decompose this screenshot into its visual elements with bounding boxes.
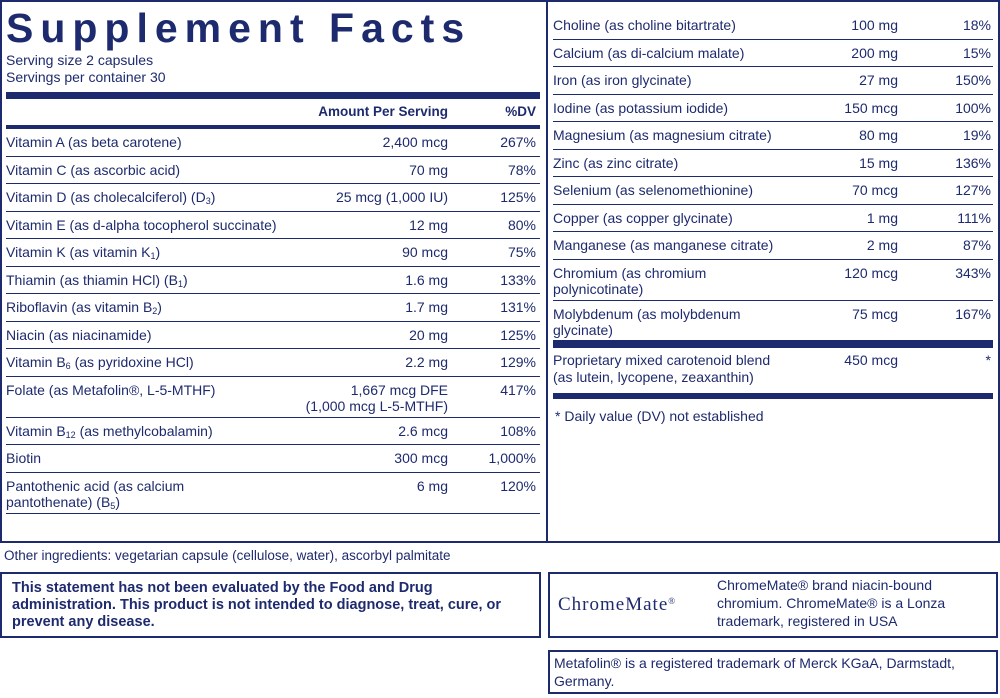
nutrient-row [6,473,540,514]
nutrient-amount [844,100,898,116]
nutrient-row [6,129,540,157]
nutrient-amount-text: 300 mcg [394,450,448,466]
subscript: 2 [152,306,158,316]
nutrient-row [553,260,993,301]
nutrient-name-text: Vitamin B [6,422,66,439]
nutrient-row [553,95,993,123]
nutrient-dv: 417% [500,381,536,398]
nutrient-amount-text: 27 mg [859,72,898,88]
nutrient-amount [859,72,898,88]
nutrient-amount-text: 90 mcg [402,244,448,260]
nutrient-amount-text: 120 mcg [844,264,898,281]
nutrient-amount-text: 20 mg [409,326,448,343]
proprietary-blend-row [553,352,993,398]
nutrient-amount [398,423,448,439]
nutrient-name-text: Riboflavin (as vitamin B [6,299,153,315]
nutrient-dv: 133% [500,271,536,288]
bottom-rule [553,393,993,399]
nutrient-row [6,377,540,418]
subscript: 1 [150,251,156,261]
nutrient-name-line-2: glycinate) [553,321,613,338]
nutrient-dv: 167% [955,305,991,322]
nutrient-row [553,40,993,68]
nutrient-row [553,177,993,205]
nutrient-row [6,267,540,295]
nutrient-name [6,354,194,370]
nutrient-name [553,182,753,198]
chromemate-text: ChromeMate® brand niacin-bound chromium. ChromeMate® is a Lonza trademark, registered in USA [717,577,946,629]
nutrient-amount-text: 15 mg [859,154,898,171]
nutrient-row [6,212,540,240]
nutrient-row [553,232,993,260]
nutrient-amount-text: 80 mg [859,127,898,143]
nutrient-name [6,272,188,288]
nutrient-row [6,184,540,212]
nutrient-name-line-1: Pantothenic acid (as calcium [6,477,185,494]
nutrient-amount [859,155,898,171]
nutrient-amount [394,450,448,466]
nutrient-name [6,217,277,233]
amount-header: Amount Per Serving [318,104,448,119]
nutrient-amount [859,127,898,143]
nutrient-name-text: Vitamin A (as beta carotene) [6,134,182,150]
nutrient-amount [409,217,448,233]
nutrient-amount-text: 2,400 mcg [382,134,448,150]
nutrient-name-text: Calcium (as di-calcium malate) [553,44,745,61]
nutrient-amount [306,382,448,414]
nutrient-amount-text: 1,667 mcg DFE [350,381,448,398]
nutrient-dv: 131% [500,299,536,315]
nutrient-row [6,322,540,350]
nutrient-name [6,134,182,150]
nutrient-name-tail: ) [182,271,188,288]
nutrient-name [553,127,772,143]
nutrient-name-text: Zinc (as zinc citrate) [553,154,679,171]
nutrient-dv: 127% [955,182,991,198]
facts-right-column [553,12,993,424]
nutrient-amount-text: 70 mcg [852,182,898,198]
subscript: 6 [65,361,71,371]
nutrient-name [6,478,184,510]
column-divider [546,0,548,543]
nutrient-dv: 125% [500,326,536,343]
nutrient-amount [405,354,448,370]
nutrient-name-tail: ) [115,493,120,510]
nutrient-amount-text: 150 mcg [844,99,898,116]
nutrient-amount-text: 2.2 mg [405,354,448,370]
nutrient-row [553,150,993,178]
facts-left-column [6,5,540,514]
nutrient-dv: 15% [962,44,991,61]
nutrient-name-tail: ) [210,189,216,205]
left-nutrient-list [6,129,540,514]
nutrient-amount-text: 1.6 mg [405,271,448,288]
nutrient-dv: 120% [500,477,536,494]
nutrient-amount [405,299,448,315]
metafolin-box: Metafolin® is a registered trademark of Merck KGaA, Darmstadt, Germany. [548,650,998,694]
nutrient-row [553,122,993,150]
nutrient-amount [852,306,898,322]
nutrient-row [6,349,540,377]
nutrient-name-tail: (as methylcobalamin) [75,422,213,439]
nutrient-name-text: Vitamin C (as ascorbic acid) [6,161,181,178]
nutrient-name-text: Iodine (as potassium iodide) [553,99,729,116]
nutrient-name-text: Thiamin (as thiamin HCl) (B [6,271,178,288]
nutrient-name [553,45,744,61]
column-header [6,99,540,125]
subscript: 1 [177,278,183,289]
nutrient-name-text: Choline (as choline bitartrate) [553,17,736,33]
proprietary-rule [553,340,993,348]
subscript: 3 [205,196,211,206]
nutrient-dv: 129% [500,354,536,370]
nutrient-dv: 267% [500,134,536,150]
nutrient-name [553,265,706,297]
nutrient-dv: 136% [955,154,991,171]
nutrient-amount-text: 1 mg [866,209,898,226]
nutrient-name-line-2: pantothenate) (B [6,493,111,510]
nutrient-name-text: Vitamin D (as cholecalciferol) (D [6,189,206,205]
nutrient-row [553,205,993,233]
subscript: 5 [110,500,116,511]
nutrient-name-text: Niacin (as niacinamide) [6,326,152,343]
nutrient-name-text: Selenium (as selenomethionine) [553,182,753,198]
nutrient-amount [402,244,448,260]
servings-per-container: Servings per container 30 [6,69,166,85]
nutrient-dv: 108% [500,422,536,439]
nutrient-name-tail: (as pyridoxine HCl) [70,354,194,370]
fda-statement: This statement has not been evaluated by the Food and Drug administration. This product is not intended to diagnose, treat, cure, or prevent any disease. [0,572,541,638]
nutrient-name-text: Folate (as Metafolin®, L-5-MTHF) [6,381,216,398]
nutrient-amount [417,478,448,494]
other-ingredients: Other ingredients: vegetarian capsule (cellulose, water), ascorbyl palmitate [4,548,451,563]
nutrient-amount-text: 2.6 mcg [398,422,448,439]
chromemate-logo [558,594,676,616]
nutrient-amount-text: 25 mcg (1,000 IU) [335,189,448,205]
nutrient-name [553,210,733,226]
nutrient-dv: 100% [955,99,991,116]
nutrient-name-text: Vitamin E (as d-alpha tocopherol succinate) [6,216,277,233]
chromemate-logo-text: ChromeMate [558,594,669,615]
nutrient-name-text: Vitamin K (as vitamin K [6,244,151,260]
nutrient-amount-text: 2 mg [866,237,898,253]
nutrient-name-text: Iron (as iron glycinate) [553,72,692,88]
nutrient-name-text: Vitamin B [6,354,66,370]
proprietary-name-2: (as lutein, lycopene, zeaxanthin) [553,369,754,385]
nutrient-amount-text: 1.7 mg [405,299,448,315]
nutrient-name-text: Biotin [6,450,42,466]
nutrient-amount [844,265,898,281]
nutrient-row [553,301,993,342]
nutrient-dv: 80% [507,216,536,233]
nutrient-dv: 18% [962,17,991,33]
nutrient-row [553,12,993,40]
nutrient-row [6,418,540,446]
nutrient-amount [867,237,898,253]
dv-header: %DV [505,104,536,119]
nutrient-name-line-1: Molybdenum (as molybdenum [553,305,741,322]
nutrient-dv: 125% [500,189,536,205]
nutrient-amount [409,327,448,343]
nutrient-name-line-1: Chromium (as chromium [553,264,707,281]
chromemate-box [548,572,998,638]
nutrient-dv: 343% [955,264,991,281]
proprietary-amount: 450 mcg [844,352,898,368]
nutrient-amount-text: 75 mcg [852,305,898,322]
nutrient-amount-text: 6 mg [416,477,448,494]
proprietary-name: Proprietary mixed carotenoid blend [553,352,771,368]
nutrient-amount-text: 70 mg [409,161,448,178]
nutrient-name [553,72,692,88]
nutrient-name [553,237,773,253]
nutrient-amount [336,189,448,205]
nutrient-name [6,423,213,439]
nutrient-amount [409,162,448,178]
nutrient-name [6,382,215,398]
nutrient-name [553,100,728,116]
nutrient-amount [852,182,898,198]
thick-rule [6,92,540,99]
nutrient-row [6,157,540,185]
proprietary-dv: * [985,352,991,368]
nutrient-name-line-2: polynicotinate) [553,280,644,297]
serving-size: Serving size 2 capsules [6,52,154,68]
facts-title: Supplement Facts [6,5,472,51]
nutrient-amount [383,134,448,150]
right-nutrient-list [553,12,993,342]
nutrient-amount-text: 12 mg [409,216,448,233]
nutrient-row [6,445,540,473]
nutrient-name [6,244,160,260]
nutrient-name [553,306,741,338]
nutrient-name-text: Copper (as copper glycinate) [553,209,733,226]
nutrient-name [6,162,180,178]
dv-note: * Daily value (DV) not established [555,408,764,424]
nutrient-amount [867,210,898,226]
nutrient-name-tail: ) [155,244,161,260]
nutrient-amount-text: 100 mg [851,17,898,33]
nutrient-name [553,155,678,171]
nutrient-dv: 87% [962,237,991,253]
nutrient-dv: 111% [957,209,991,226]
nutrient-row [6,294,540,322]
nutrient-amount [851,17,898,33]
nutrient-dv: 1,000% [488,450,536,466]
nutrient-amount [851,45,898,61]
nutrient-dv: 19% [962,127,991,143]
nutrient-row [6,239,540,267]
nutrient-amount-text: 200 mg [851,44,898,61]
nutrient-amount [405,272,448,288]
nutrient-name [6,327,152,343]
subscript: 12 [65,429,76,440]
nutrient-amount-line-2: (1,000 mcg L-5-MTHF) [305,397,448,414]
nutrient-name-tail: ) [157,299,162,315]
nutrient-name [553,17,736,33]
nutrient-dv: 75% [507,244,536,260]
nutrient-name-text: Manganese (as manganese citrate) [553,237,774,253]
nutrient-dv: 78% [507,161,536,178]
nutrient-name-text: Magnesium (as magnesium citrate) [553,127,772,143]
registered-mark-icon: ® [668,596,677,606]
nutrient-name [6,189,215,205]
nutrient-dv: 150% [955,72,991,88]
nutrient-name [6,450,41,466]
nutrient-name [6,299,162,315]
nutrient-row [553,67,993,95]
